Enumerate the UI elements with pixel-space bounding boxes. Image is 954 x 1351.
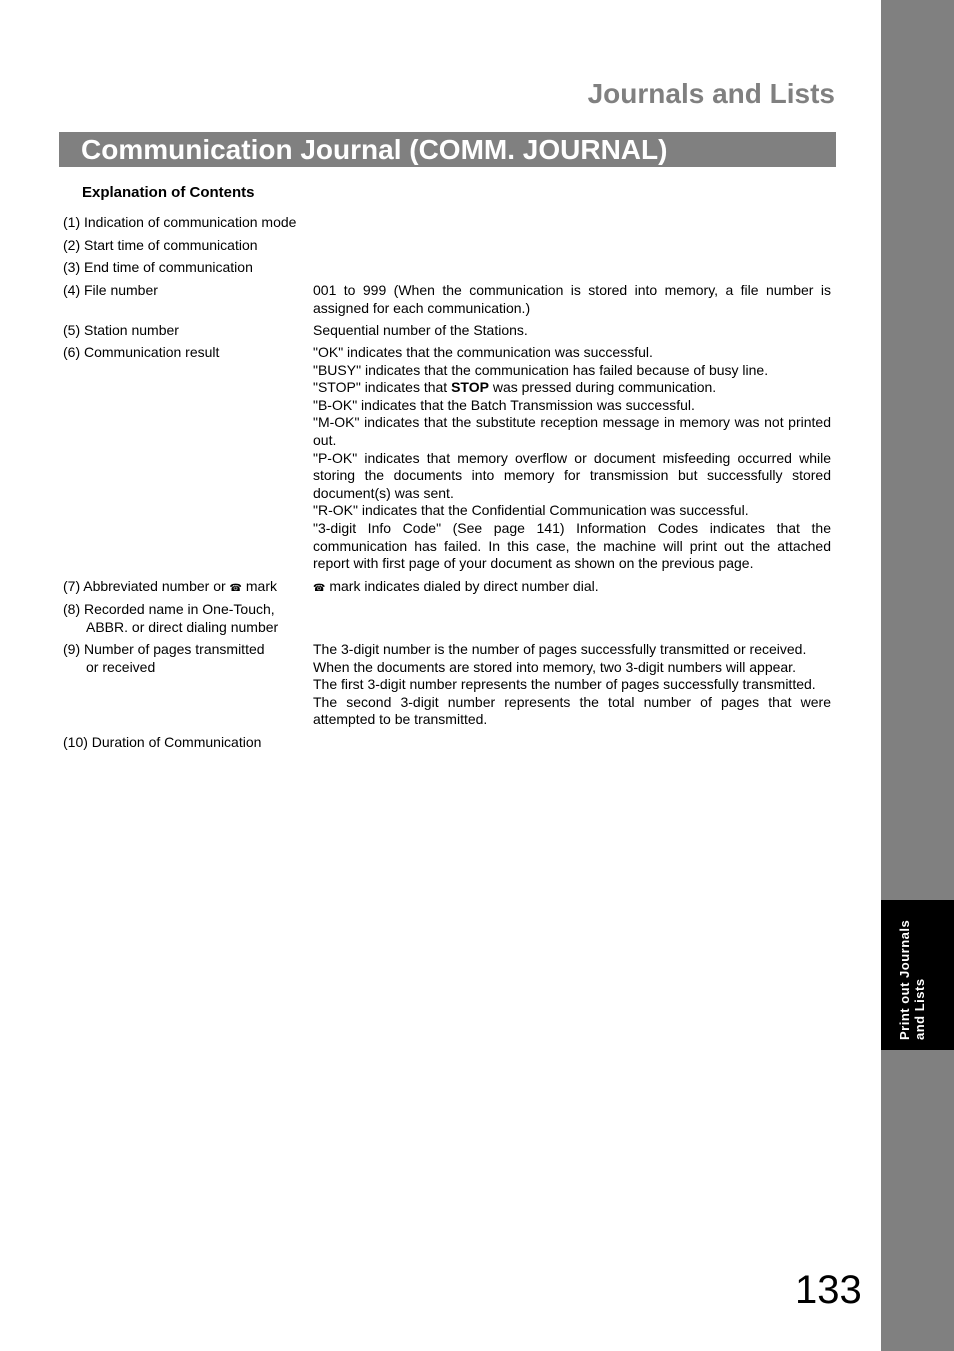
phone-icon: ☎: [313, 583, 326, 594]
stop-key-label: STOP: [451, 379, 489, 396]
item-description: "OK" indicates that the communication was successful. "BUSY" indicates that the communication has failed because of busy line. "STOP" indicates that STOP was pressed during communication. "B-OK" indicates that the Batch Transmission was successful. "M-OK" indicates that the substitute reception message in memory was not printed out. "P-OK" indicates that memory overflow or document misfeeding occurred while storing the documents into memory for transmission but successfully stored document(s) was sent. "R-OK" indicates that the Confidential Communication was successful. "3-digit Info Code" (See page 141) Information Codes indicates that the communication has failed. In this case, the machine will print out the attached report with first page of your document as shown on the previous page.: [313, 344, 831, 572]
page-title: Communication Journal (COMM. JOURNAL): [81, 134, 668, 165]
item-label: (1) Indication of communication mode: [63, 214, 297, 230]
item-label: (8) Recorded name in One-Touch, ABBR. or direct dialing number: [63, 601, 279, 635]
phone-icon: ☎: [229, 583, 242, 594]
section-title: Journals and Lists: [587, 78, 835, 109]
side-bar: [881, 0, 954, 1351]
page-number: 133: [795, 1268, 862, 1312]
item-description: ☎ mark indicates dialed by direct number dial.: [313, 578, 599, 594]
item-label: (9) Number of pages transmitted or received: [63, 641, 265, 675]
item-label: (6) Communication result: [63, 344, 220, 360]
item-description: Sequential number of the Stations.: [313, 322, 528, 338]
item-description: 001 to 999 (When the communication is stored into memory, a file number is assigned for each communication.): [313, 282, 831, 316]
item-label: (7) Abbreviated number or ☎ mark: [63, 578, 277, 594]
title-banner: [59, 132, 836, 167]
subheading: Explanation of Contents: [82, 184, 255, 201]
item-label: (5) Station number: [63, 322, 179, 338]
item-label: (2) Start time of communication: [63, 237, 258, 253]
side-tab-label: Print out Journals and Lists: [897, 919, 927, 1040]
item-description: The 3-digit number is the number of pages successfully transmitted or received. When the documents are stored into memory, two 3-digit numbers will appear. The first 3-digit number represents the number of pages successfully transmitted. The second 3-digit number represents the total number of pages that were attempted to be transmitted.: [313, 641, 831, 728]
item-label: (3) End time of communication: [63, 259, 253, 275]
item-label: (4) File number: [63, 282, 158, 298]
item-label: (10) Duration of Communication: [63, 734, 262, 750]
